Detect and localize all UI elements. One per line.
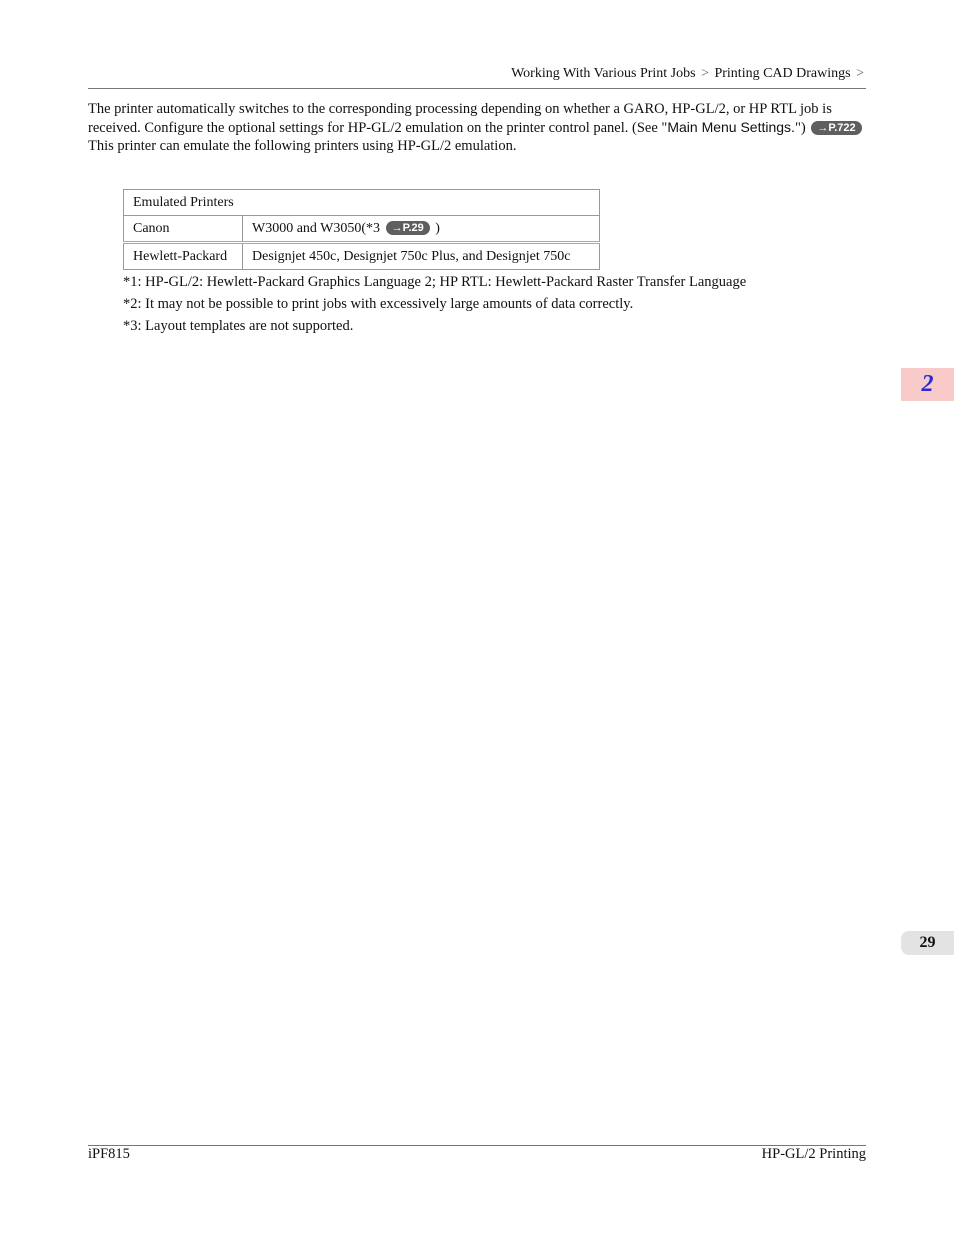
table-header-row xyxy=(124,190,600,216)
table-header-cell: Emulated Printers xyxy=(124,190,600,216)
chapter-tab[interactable]: 2 xyxy=(901,368,954,401)
table-row xyxy=(124,243,600,270)
page-number-tab: 29 xyxy=(901,931,954,955)
models-text: W3000 and W3050(*3 xyxy=(252,220,381,236)
footnote-3: *3: Layout templates are not supported. xyxy=(123,318,354,334)
intro-paragraph xyxy=(88,100,868,137)
breadcrumb-item-printing-cad[interactable]: Printing CAD Drawings xyxy=(714,66,851,81)
breadcrumb-separator: > xyxy=(701,66,709,81)
intro-text-end: ") xyxy=(794,120,806,136)
models-cell xyxy=(243,216,600,243)
page-ref-badge-p29[interactable]: →P.29 xyxy=(386,221,430,235)
breadcrumb xyxy=(511,66,866,82)
breadcrumb-item-various-print-jobs[interactable]: Working With Various Print Jobs xyxy=(511,66,696,81)
intro-text: The printer automatically switches to the corresponding processing depending on whether a GARO, HP-GL/2, or HP RTL job is received. Configure the optional settings for HP-GL/2 emulation on the printer control panel. (See " xyxy=(88,101,832,136)
page-ref-badge-p722[interactable]: →P.722 xyxy=(811,121,861,135)
maker-cell: Hewlett-Packard xyxy=(124,243,243,270)
footnotes xyxy=(123,272,746,338)
models-text-end: ) xyxy=(435,220,440,236)
footer-section-title: HP-GL/2 Printing xyxy=(761,1146,866,1162)
footnote-2: *2: It may not be possible to print jobs with excessively large amounts of data correctly. xyxy=(123,296,634,312)
footnote-1: *1: HP-GL/2: Hewlett-Packard Graphics Language 2; HP RTL: Hewlett-Packard Raster Transfer Language xyxy=(123,274,747,290)
footer-divider xyxy=(88,1145,866,1146)
emulation-paragraph: This printer can emulate the following printers using HP-GL/2 emulation. xyxy=(88,138,517,154)
table-row xyxy=(124,216,600,243)
footer-model: iPF815 xyxy=(88,1146,130,1162)
emulated-printers-table xyxy=(123,189,600,270)
models-cell: Designjet 450c, Designjet 750c Plus, and Designjet 750c xyxy=(243,243,600,270)
header-divider xyxy=(88,88,866,89)
maker-cell: Canon xyxy=(124,216,243,243)
body-text xyxy=(88,100,868,155)
breadcrumb-separator: > xyxy=(856,66,864,81)
main-menu-settings-link[interactable]: Main Menu Settings. xyxy=(667,119,795,135)
